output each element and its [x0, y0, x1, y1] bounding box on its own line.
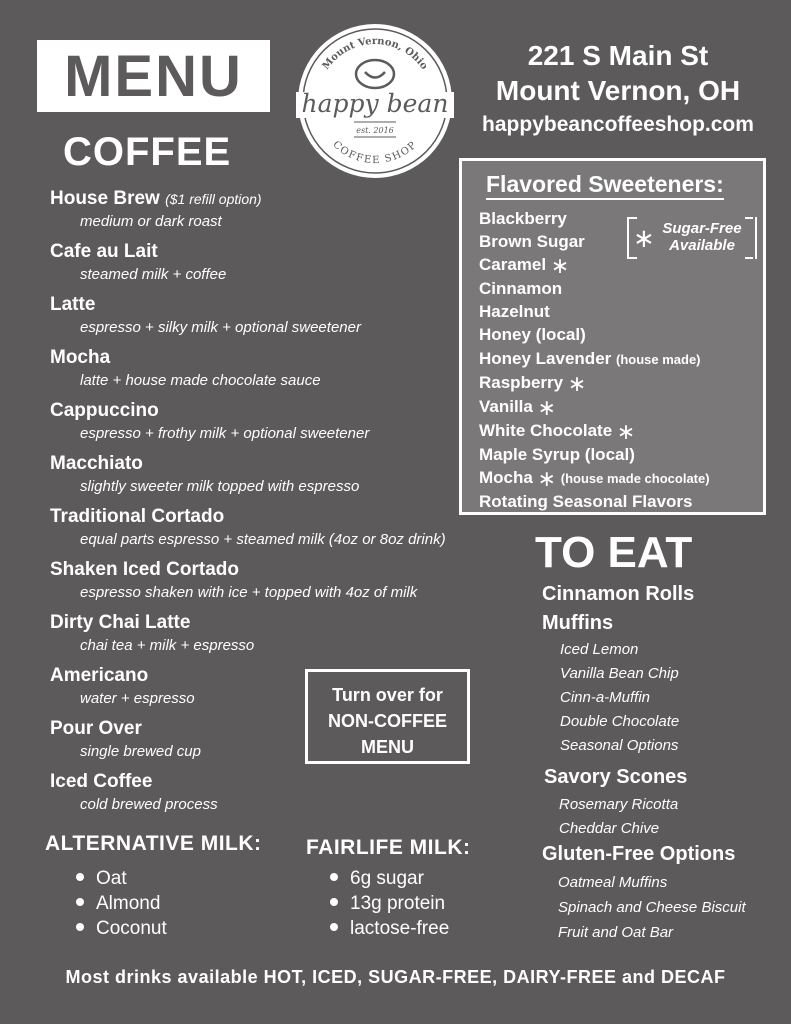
milk-option-text: 6g sugar [350, 868, 424, 889]
sweetener-item [479, 371, 710, 395]
drink-item [50, 398, 500, 451]
milk-option-text: Coconut [96, 918, 167, 939]
milk-option [330, 866, 449, 891]
fairlife-list [330, 866, 449, 941]
sweetener-name: Caramel [479, 255, 547, 275]
scones-heading: Savory Scones [544, 766, 688, 788]
drink-name-text: Traditional Cortado [50, 506, 225, 527]
drink-description: steamed milk + coffee [80, 266, 227, 283]
sweetener-item [479, 466, 710, 490]
coffee-heading: COFFEE [63, 130, 232, 174]
milk-option [76, 916, 167, 941]
drink-item [50, 186, 500, 239]
sweetener-name: Mocha [479, 468, 533, 488]
sweetener-item [479, 395, 710, 419]
drink-description: espresso + frothy milk + optional sweetener [80, 425, 370, 442]
drink-name [50, 769, 500, 795]
drink-description: cold brewed process [80, 796, 218, 813]
sweetener-item [479, 443, 710, 466]
sugar-free-callout [627, 217, 757, 259]
turn-over-line1: Turn over for [332, 685, 443, 705]
turn-over-callout [305, 669, 470, 764]
alt-milk-heading: ALTERNATIVE MILK: [45, 832, 262, 855]
drink-description: chai tea + milk + espresso [80, 637, 255, 654]
drink-name-text: Macchiato [50, 453, 143, 474]
alt-milk-list [76, 866, 167, 941]
logo-name: happy bean [301, 89, 449, 118]
to-eat-heading: TO EAT [535, 528, 693, 577]
food-item: Double Chocolate [560, 713, 680, 730]
drink-description: equal parts espresso + steamed milk (4oz or 8oz drink) [80, 531, 446, 548]
fairlife-heading: FAIRLIFE MILK: [306, 836, 471, 859]
drink-description: slightly sweeter milk topped with espresso [80, 478, 360, 495]
logo-top-arc: Mount Vernon, Ohio [320, 35, 430, 72]
drink-name [50, 239, 500, 265]
drink-name-text: Latte [50, 294, 96, 315]
sweetener-item [479, 419, 710, 443]
sweetener-name: Honey Lavender [479, 348, 612, 368]
asterisk-icon: ∗ [537, 394, 557, 420]
food-item: Vanilla Bean Chip [560, 665, 679, 682]
drink-name [50, 504, 500, 530]
muffins-list [560, 638, 679, 758]
turn-over-line3: MENU [361, 737, 414, 757]
sweetener-item [479, 490, 710, 513]
food-item: Cheddar Chive [559, 820, 660, 837]
drink-name-text: Mocha [50, 347, 111, 368]
sweetener-name: Hazelnut [479, 302, 550, 322]
food-item: Seasonal Options [560, 737, 679, 754]
sweetener-name: Vanilla [479, 396, 533, 416]
sugar-free-note: Sugar-Free Available [662, 220, 742, 254]
drink-name [50, 451, 500, 477]
drink-name [50, 292, 500, 318]
milk-option-text: 13g protein [350, 893, 446, 914]
drink-name-text: House Brew [50, 188, 160, 209]
gluten-free-list [558, 870, 746, 945]
drink-description: medium or dark roast [80, 213, 222, 230]
milk-option [330, 891, 449, 916]
muffins-heading: Muffins [542, 612, 614, 634]
milk-option [330, 916, 449, 941]
cinnamon-rolls: Cinnamon Rolls [542, 583, 695, 605]
drink-name-text: Pour Over [50, 718, 142, 739]
food-item: Fruit and Oat Bar [558, 924, 674, 941]
asterisk-icon: ∗ [616, 418, 636, 444]
sweetener-item [479, 323, 710, 346]
asterisk-icon: ∗ [550, 253, 570, 279]
bullet-icon [76, 923, 84, 931]
sweetener-name: White Chocolate [479, 420, 613, 440]
bullet-icon [330, 923, 338, 931]
asterisk-icon: ∗ [633, 223, 655, 253]
milk-option-text: lactose-free [350, 918, 450, 939]
sweetener-name: Blackberry [479, 209, 567, 228]
drink-item [50, 292, 500, 345]
turn-over-line2: NON-COFFEE [328, 711, 447, 731]
drink-name-text: Cappuccino [50, 400, 159, 421]
bullet-icon [330, 873, 338, 881]
drink-name [50, 610, 500, 636]
drink-item [50, 345, 500, 398]
drink-name [50, 186, 500, 212]
drink-description: espresso + silky milk + optional sweetener [80, 319, 361, 336]
food-item: Cinn-a-Muffin [560, 689, 651, 706]
drink-name-text: Americano [50, 665, 149, 686]
address-line1: 221 S Main St [527, 40, 709, 71]
drink-name-text: Dirty Chai Latte [50, 612, 191, 633]
drink-name-text: Iced Coffee [50, 771, 153, 792]
drink-name [50, 398, 500, 424]
sweetener-item [479, 277, 710, 300]
drink-item [50, 239, 500, 292]
milk-option [76, 891, 167, 916]
sweetener-name: Brown Sugar [479, 232, 585, 252]
drink-item [50, 610, 500, 663]
scones-list [559, 793, 678, 841]
drink-item [50, 504, 500, 557]
drink-name-text: Shaken Iced Cortado [50, 559, 239, 580]
drink-description: single brewed cup [80, 743, 201, 760]
sweetener-note: (house made) [616, 351, 701, 367]
asterisk-icon: ∗ [537, 466, 557, 492]
drink-description: latte + house made chocolate sauce [80, 372, 321, 389]
sweetener-name: Maple Syrup (local) [479, 444, 635, 464]
food-item: Oatmeal Muffins [558, 874, 668, 891]
menu-banner: MENU [37, 40, 270, 112]
gluten-free-heading: Gluten-Free Options [542, 843, 736, 865]
footer-note: Most drinks available HOT, ICED, SUGAR-FREE, DAIRY-FREE and DECAF [65, 967, 726, 987]
sweeteners-panel [459, 158, 766, 515]
logo-bottom-arc: COFFEE SHOP [330, 139, 420, 167]
drink-description: water + espresso [80, 690, 195, 707]
sweetener-note: (house made chocolate) [560, 471, 710, 487]
sweetener-item [479, 347, 710, 371]
milk-option [76, 866, 167, 891]
address-line2: Mount Vernon, OH [495, 75, 741, 106]
food-item: Iced Lemon [560, 641, 639, 658]
website-link: happybeancoffeeshop.com [482, 113, 754, 136]
happy-bean-logo [296, 22, 454, 180]
milk-option-text: Oat [96, 868, 127, 889]
logo-est: est. 2016 [356, 126, 394, 135]
drink-description: espresso shaken with ice + topped with 4oz of milk [80, 584, 418, 601]
bullet-icon [76, 873, 84, 881]
sweetener-item [479, 300, 710, 323]
drink-name-text: Cafe au Lait [50, 241, 158, 262]
milk-option-text: Almond [96, 893, 161, 914]
drink-note: ($1 refill option) [165, 191, 262, 207]
drink-item [50, 557, 500, 610]
bullet-icon [330, 898, 338, 906]
sweetener-name: Raspberry [479, 372, 564, 392]
sweetener-name: Rotating Seasonal Flavors [479, 492, 693, 512]
sweetener-name: Honey (local) [479, 325, 586, 345]
food-item: Spinach and Cheese Biscuit [558, 899, 746, 916]
sweetener-name: Cinnamon [479, 279, 563, 299]
drink-item [50, 451, 500, 504]
drink-item [50, 769, 500, 822]
asterisk-icon: ∗ [567, 370, 587, 396]
food-item: Rosemary Ricotta [559, 796, 679, 813]
bullet-icon [76, 898, 84, 906]
drink-name [50, 557, 500, 583]
drink-name [50, 345, 500, 371]
sweeteners-title: Flavored Sweeteners: [486, 170, 724, 200]
